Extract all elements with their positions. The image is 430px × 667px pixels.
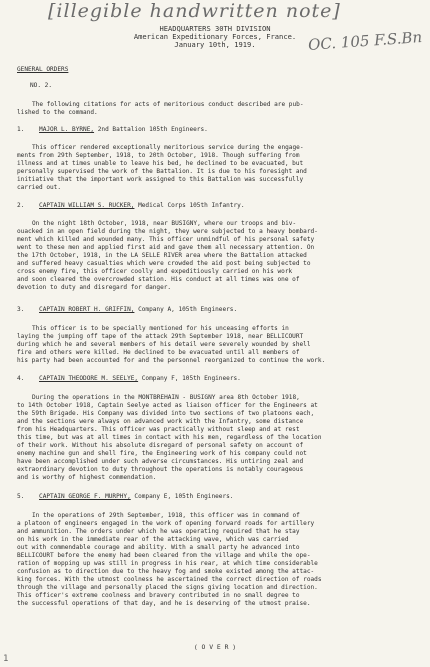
citation-line: out with commendable courage and ability. With a small party he advanced into xyxy=(17,544,300,551)
citation-line: have been accomplished under such adverse circumstances. His untiring zeal and xyxy=(17,458,304,465)
citation-line: the successful operations of that day, and he is deserving of the utmost praise. xyxy=(17,600,311,607)
citation-unit: Company F, 105th Engineers. xyxy=(141,375,241,382)
citation-line: This officer's extreme coolness and bravery contributed in no small degree to xyxy=(17,592,300,599)
intro-line: The following citations for acts of meritorious conduct described are pub- xyxy=(32,101,304,108)
citation-line: This officer is to be specially mentioned for his unceasing efforts in xyxy=(32,325,289,332)
citation-line: and the sections were always on advanced work with the Infantry, some distance xyxy=(17,418,304,425)
citation-line: and soon cleared the overcrowded station. His conduct at all times was one of xyxy=(17,276,300,283)
page-footer-over: ( O V E R ) xyxy=(193,643,237,651)
citation-line: on his work in the immediate rear of the attacking wave, which was carried xyxy=(17,536,289,543)
citation-heading xyxy=(17,202,245,210)
citation-name: CAPTAIN ROBERT H. GRIFFIN, xyxy=(39,306,135,313)
header-force: American Expeditionary Forces, France. xyxy=(133,32,297,41)
citation-number: 2. xyxy=(17,202,25,209)
citation-line: enemy machine gun and shell fire, the Engineering work of his company could not xyxy=(17,450,307,457)
citation-line: through the village and personally placed the signs giving location and direction. xyxy=(17,584,318,591)
citation-name: MAJOR L. BYRNE, xyxy=(39,126,95,133)
citation-line: and ammunition. The orders under which he was operating required that he stay xyxy=(17,528,300,535)
header-date: January 10th, 1919. xyxy=(174,40,256,49)
citation-name: CAPTAIN GEORGE F. MURPHY, xyxy=(39,493,131,500)
citation-name: CAPTAIN THEODORE M. SEELYE, xyxy=(39,375,139,382)
citation-line: ration of mopping up was still in progress in his rear, at which time considerable xyxy=(17,560,318,567)
citation-line: a platoon of engineers engaged in the work of opening forward roads for artillery xyxy=(17,520,315,527)
citation-line: ment which killed and wounded many. This officer unmindful of his personal safety xyxy=(17,236,315,243)
citation-line: to 14th October 1918, Captain Seelye acted as liaison officer for the Engineers at xyxy=(17,402,318,409)
citation-line: confusion as to direction due to the heavy fog and smoke existed among the attac- xyxy=(17,568,315,575)
citation-line: went to these men and applied first aid and gave them all necessary attention. On xyxy=(17,244,315,251)
citation-number: 4. xyxy=(17,375,25,382)
citation-number: 3. xyxy=(17,306,25,313)
citation-line: during which he and several members of his detail were severely wounded by shell xyxy=(17,341,311,348)
citation-number: 5. xyxy=(17,493,25,500)
citation-line: This officer rendered exceptionally meritorious service during the engage- xyxy=(32,144,304,151)
citation-line: the 17th October, 1918, in the LA SELLE RIVER area where the Battalion attacked xyxy=(17,252,307,259)
handwritten-file-number: OC. 105 F.S.Bn xyxy=(307,28,423,54)
citation-line: laying the jumping off tape of the attack 29th September 1918, near BELLICOURT xyxy=(17,333,304,340)
citation-number: 1. xyxy=(17,126,25,133)
citation-line: ments from 29th September, 1918, to 20th October, 1918. Though suffering from xyxy=(17,152,300,159)
citation-heading xyxy=(17,493,233,501)
handwritten-note-top: [illegible handwritten note] xyxy=(48,0,341,22)
citation-line: the 59th Brigade. His Company was divided into two sections of two platoons each, xyxy=(17,410,315,417)
citation-line: cross enemy fire, this officer coolly and expeditiously carried on his work xyxy=(17,268,293,275)
citation-line: extraordinary devotion to duty throughout the operations is notably courageous xyxy=(17,466,304,473)
citation-unit: Company E, 105th Engineers. xyxy=(134,493,234,500)
citation-line: personally supervised the work of the Battalion. It is due to his foresight and xyxy=(17,168,307,175)
orders-number: NO. 2. xyxy=(30,82,53,89)
citation-line: and is worthy of highest commendation. xyxy=(17,474,157,481)
citation-line: devotion to duty and disregard for danger. xyxy=(17,284,172,291)
citation-unit: Medical Corps 105th Infantry. xyxy=(138,202,245,209)
intro-line: lished to the command. xyxy=(17,109,98,116)
citation-unit: Company A, 105th Engineers. xyxy=(138,306,238,313)
citation-line: king forces. With the utmost coolness he ascertained the correct direction of roads xyxy=(17,576,322,583)
citation-line: this time, but was at all times in contact with his men, regardless of the location xyxy=(17,434,322,441)
citation-heading xyxy=(17,375,241,383)
header-unit: HEADQUARTERS 30TH DIVISION xyxy=(159,24,271,33)
citation-line: carried out. xyxy=(17,184,62,191)
citation-line: BELLICOURT before the enemy had been cleared from the village and while the ope- xyxy=(17,552,311,559)
citation-line: of their work. Without his absolute disregard of personal safety on account of xyxy=(17,442,304,449)
citation-line: and suffered heavy casualties which were crowded the aid post being subjected to xyxy=(17,260,311,267)
margin-mark: 1 xyxy=(3,654,9,664)
citation-line: On the night 18th October, 1918, near BUSIGNY, where our troops and biv- xyxy=(32,220,297,227)
citation-line: his party had been accounted for and the personnel reorganized to continue the work. xyxy=(17,357,326,364)
citation-heading xyxy=(17,126,208,134)
citation-line: initiative that the important work assigned to this Battalion was successfully xyxy=(17,176,304,183)
citation-line: In the operations of 29th September, 1918, this officer was in command of xyxy=(32,512,300,519)
citation-line: fire and others were killed. He declined to be evacuated until all members of xyxy=(17,349,300,356)
citation-line: ouacked in an open field during the night, they were subjected to a heavy bombard- xyxy=(17,228,318,235)
orders-title: GENERAL ORDERS xyxy=(17,66,69,73)
citation-unit: 2nd Battalion 105th Engineers. xyxy=(97,126,208,133)
citation-name: CAPTAIN WILLIAM S. RUCKER, xyxy=(39,202,135,209)
citation-line: illness and at times unable to leave his bed, he declined to be evacuated, but xyxy=(17,160,304,167)
citation-heading xyxy=(17,306,237,314)
citation-line: from his Headquarters. This officer was practically without sleep and at rest xyxy=(17,426,300,433)
citation-line: During the operations in the MONTBREHAIN - BUSIGNY area 8th October 1918, xyxy=(32,394,300,401)
